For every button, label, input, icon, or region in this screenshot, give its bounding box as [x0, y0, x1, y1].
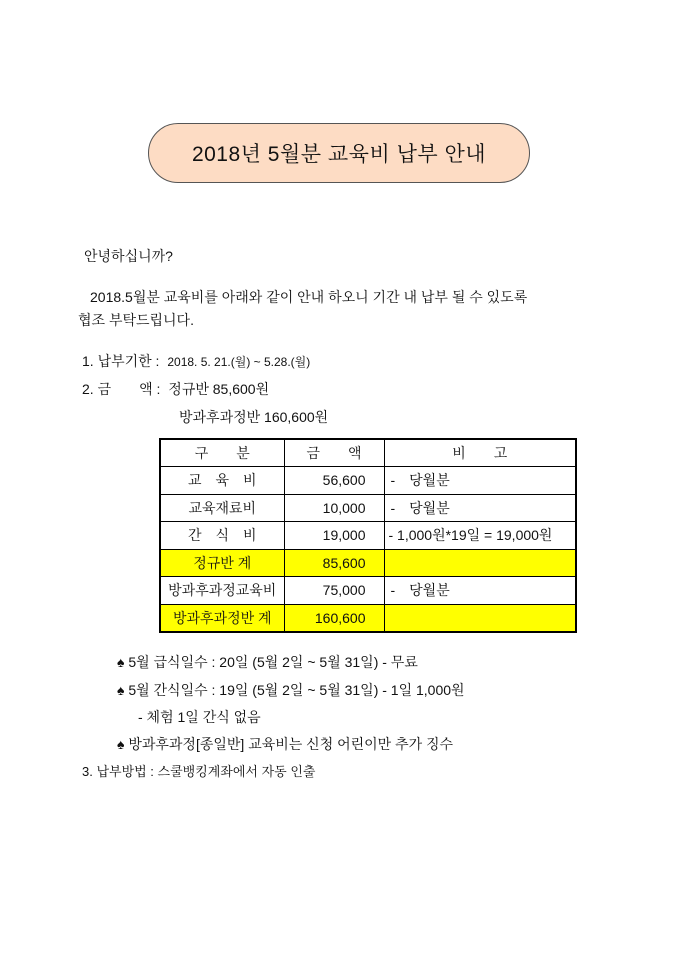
cell-note: - 당월분 [384, 494, 576, 522]
bullet-meal-days: ♠ 5월 급식일수 : 20일 (5월 2일 ~ 5월 31일) - 무료 [117, 654, 418, 670]
greeting: 안녕하십니까? [84, 248, 173, 264]
bullet-snack-note: - 체험 1일 간식 없음 [138, 709, 261, 725]
fee-table [159, 438, 577, 633]
cell-amount: 19,000 [284, 522, 384, 550]
table-row-subtotal [160, 549, 576, 577]
cell-item: 교육재료비 [160, 494, 284, 522]
header-category: 구 분 [160, 439, 284, 467]
bullet-snack-days: ♠ 5월 간식일수 : 19일 (5월 2일 ~ 5월 31일) - 1일 1,000원 [117, 682, 465, 698]
table-row [160, 467, 576, 495]
table-row [160, 522, 576, 550]
item-amount [82, 379, 269, 399]
table-row-total [160, 604, 576, 632]
cell-item: 방과후과정교육비 [160, 577, 284, 605]
cell-amount: 75,000 [284, 577, 384, 605]
intro-line-1: 2018.5월분 교육비를 아래와 같이 안내 하오니 기간 내 납부 될 수 있도록 [90, 289, 528, 305]
item-value: 정규반 85,600원 [168, 381, 270, 397]
table-row [160, 577, 576, 605]
intro-line-2: 협조 부탁드립니다. [78, 312, 194, 328]
cell-item: 정규반 계 [160, 549, 284, 577]
document-title: 2018년 5월분 교육비 납부 안내 [148, 123, 530, 183]
item-label: 1. 납부기한 : [82, 353, 160, 369]
table-header-row [160, 439, 576, 467]
item-value: 2018. 5. 21.(월) ~ 5.28.(월) [167, 355, 311, 369]
header-amount: 금 액 [284, 439, 384, 467]
cell-amount: 85,600 [284, 549, 384, 577]
cell-amount: 10,000 [284, 494, 384, 522]
cell-note: - 1,000원*19일 = 19,000원 [384, 522, 576, 550]
cell-note: - 당월분 [384, 467, 576, 495]
table-row [160, 494, 576, 522]
cell-amount: 160,600 [284, 604, 384, 632]
cell-note [384, 604, 576, 632]
cell-item: 방과후과정반 계 [160, 604, 284, 632]
header-note: 비 고 [384, 439, 576, 467]
item-payment-method: 3. 납부방법 : 스쿨뱅킹계좌에서 자동 인출 [82, 764, 316, 779]
item-label: 2. 금 액 : [82, 381, 161, 397]
bullet-afterschool: ♠ 방과후과정[종일반] 교육비는 신청 어린이만 추가 징수 [117, 736, 454, 752]
cell-note: - 당월분 [384, 577, 576, 605]
cell-item: 간 식 비 [160, 522, 284, 550]
cell-note [384, 549, 576, 577]
item-payment-period [82, 351, 310, 371]
cell-item: 교 육 비 [160, 467, 284, 495]
item-amount-afterschool: 방과후과정반 160,600원 [179, 409, 329, 425]
cell-amount: 56,600 [284, 467, 384, 495]
